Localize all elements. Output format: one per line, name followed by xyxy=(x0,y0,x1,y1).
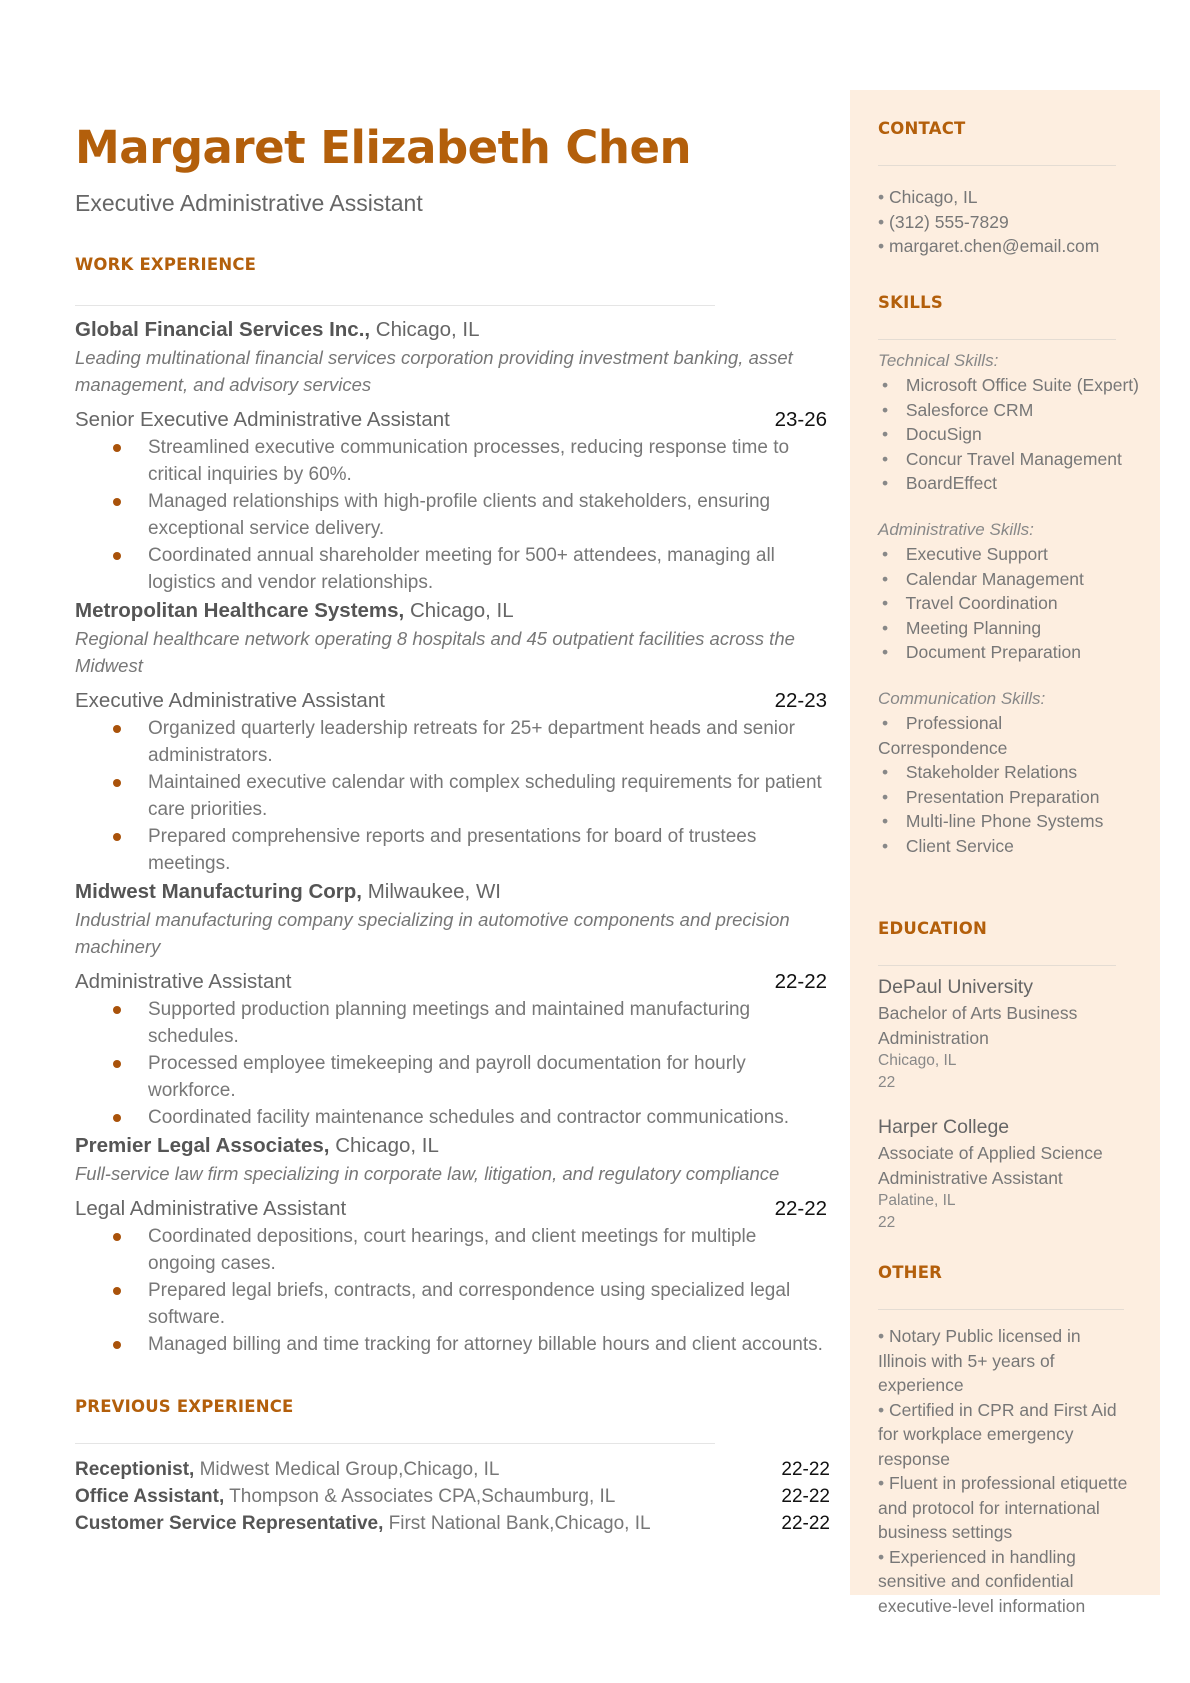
contact-email-text[interactable]: margaret.chen@email.com xyxy=(889,236,1100,256)
bullet-icon: • xyxy=(882,811,889,831)
section-divider xyxy=(75,305,715,306)
role-dates: 23-26 xyxy=(774,408,827,431)
bullet-icon: • xyxy=(878,236,885,256)
company-line xyxy=(75,316,827,344)
other-text: Experienced in handling sensitive and confidential executive-level information xyxy=(878,1546,1086,1616)
contact-email[interactable] xyxy=(878,234,1168,259)
skill-text: Document Preparation xyxy=(905,642,1081,662)
candidate-title: Executive Administrative Assistant xyxy=(75,190,423,216)
role-row xyxy=(75,1195,827,1223)
achievement-list xyxy=(75,715,827,877)
skill-item xyxy=(878,447,1168,472)
bullet-icon: • xyxy=(878,1473,885,1493)
company-line xyxy=(75,878,827,906)
bullet-icon: • xyxy=(882,568,889,589)
school-location: Palatine, IL xyxy=(878,1192,956,1209)
job-entry xyxy=(75,1132,827,1358)
achievement-item: Processed employee timekeeping and payroll documentation for hourly workforce. xyxy=(148,1050,827,1104)
contact-location-text: Chicago, IL xyxy=(889,187,978,207)
other-list xyxy=(878,1324,1128,1618)
previous-org: Midwest Medical Group,Chicago, IL xyxy=(199,1459,500,1480)
bullet-icon: • xyxy=(882,544,889,564)
skill-item xyxy=(878,809,1168,834)
contact-list xyxy=(878,185,1168,259)
bullet-icon: • xyxy=(882,399,889,420)
contact-location xyxy=(878,185,1168,210)
work-experience-heading: WORK EXPERIENCE xyxy=(75,255,257,274)
achievement-item: Streamlined executive communication processes, reducing response time to critical inquiries by 60%. xyxy=(148,434,827,488)
bullet-icon: • xyxy=(882,424,889,444)
school-location: Chicago, IL xyxy=(878,1052,957,1069)
sidebar xyxy=(878,118,1168,1618)
achievement-item: Maintained executive calendar with complex scheduling requirements for patient care priorities. xyxy=(148,769,827,823)
achievement-item: Supported production planning meetings and maintained manufacturing schedules. xyxy=(148,996,827,1050)
skill-item xyxy=(878,785,1168,810)
role-row xyxy=(75,968,827,996)
skill-text: Client Service xyxy=(905,835,1014,856)
skill-item xyxy=(878,711,1108,760)
bullet-icon: • xyxy=(882,375,889,395)
bullet-icon: • xyxy=(882,593,889,613)
skill-item xyxy=(878,373,1168,398)
achievement-item: Coordinated facility maintenance schedules and contractor communications. xyxy=(148,1104,827,1131)
skill-item xyxy=(878,640,1168,665)
achievement-list xyxy=(75,434,827,596)
other-text: Certified in CPR and First Aid for workplace emergency response xyxy=(878,1399,1117,1469)
bullet-icon: • xyxy=(882,835,889,856)
company-description: Full-service law firm specializing in corporate law, litigation, and regulatory compliance xyxy=(75,1163,780,1184)
achievement-item: Organized quarterly leadership retreats for 25+ department heads and senior administrators. xyxy=(148,715,827,769)
achievement-item: Coordinated depositions, court hearings, and client meetings for multiple ongoing cases. xyxy=(148,1223,827,1277)
skill-text: Salesforce CRM xyxy=(905,399,1034,420)
skill-text: Multi-line Phone Systems xyxy=(905,811,1104,831)
skill-group xyxy=(878,518,1168,665)
role-title: Senior Executive Administrative Assistant xyxy=(75,408,450,431)
previous-dates: 22-22 xyxy=(781,1486,830,1507)
other-item xyxy=(878,1471,1128,1545)
bullet-icon: • xyxy=(882,473,889,493)
degree: Associate of Applied Science Administrative Assistant xyxy=(878,1143,1103,1188)
bullet-icon: • xyxy=(882,617,889,638)
skill-text: Stakeholder Relations xyxy=(905,762,1078,782)
education-heading: EDUCATION xyxy=(878,919,987,938)
role-row xyxy=(75,687,827,715)
bullet-icon: • xyxy=(878,211,885,232)
role-title: Administrative Assistant xyxy=(75,970,292,993)
skill-text: Calendar Management xyxy=(905,568,1084,589)
skill-item xyxy=(878,834,1168,859)
bullet-icon: • xyxy=(878,187,885,207)
section-divider xyxy=(878,965,1116,966)
previous-role: Customer Service Representative, xyxy=(75,1513,384,1534)
previous-org: First National Bank,Chicago, IL xyxy=(388,1513,651,1534)
company-name: Metropolitan Healthcare Systems, xyxy=(75,599,405,622)
skill-item xyxy=(878,398,1168,423)
company-location: Chicago, IL xyxy=(375,318,480,341)
skill-text: DocuSign xyxy=(905,424,982,444)
role-row xyxy=(75,406,827,434)
previous-experience-list xyxy=(75,1456,830,1537)
company-name: Midwest Manufacturing Corp, xyxy=(75,880,362,903)
previous-job-row xyxy=(75,1483,830,1510)
skill-text: Presentation Preparation xyxy=(905,786,1100,807)
skill-item xyxy=(878,616,1168,641)
company-line xyxy=(75,597,827,625)
bullet-icon: • xyxy=(878,1326,885,1346)
graduation-year: 22 xyxy=(878,1074,896,1091)
company-location: Chicago, IL xyxy=(335,1134,439,1157)
company-description: Industrial manufacturing company specializing in automotive components and precision machinery xyxy=(75,909,790,957)
skill-group xyxy=(878,349,1168,496)
candidate-name: Margaret Elizabeth Chen xyxy=(75,121,692,174)
role-title: Legal Administrative Assistant xyxy=(75,1197,347,1220)
contact-heading: CONTACT xyxy=(878,119,966,138)
other-item xyxy=(878,1398,1128,1472)
education-entry xyxy=(878,974,1118,1094)
graduation-year: 22 xyxy=(878,1214,896,1231)
bullet-icon: • xyxy=(882,786,889,807)
work-experience-list xyxy=(75,316,827,1358)
job-entry xyxy=(75,316,827,596)
education-entry xyxy=(878,1114,1118,1234)
bullet-icon: • xyxy=(878,1399,885,1420)
skill-text: Professional Correspondence xyxy=(878,713,1008,758)
previous-job-row xyxy=(75,1510,830,1537)
company-line xyxy=(75,1132,827,1160)
skill-text: Meeting Planning xyxy=(905,617,1042,638)
skill-group-heading: Technical Skills: xyxy=(878,350,999,370)
skill-item xyxy=(878,591,1168,616)
bullet-icon: • xyxy=(882,642,889,662)
skill-group-heading: Administrative Skills: xyxy=(878,519,1034,539)
skill-text: Travel Coordination xyxy=(905,593,1058,613)
bullet-icon: • xyxy=(882,448,889,469)
previous-experience-heading: PREVIOUS EXPERIENCE xyxy=(75,1397,294,1416)
other-text: Fluent in professional etiquette and protocol for international business settings xyxy=(878,1473,1128,1542)
school-name: Harper College xyxy=(878,1116,1010,1138)
bullet-icon: • xyxy=(882,713,889,733)
company-name: Premier Legal Associates, xyxy=(75,1134,330,1157)
skill-text: Executive Support xyxy=(905,544,1048,564)
skill-item xyxy=(878,567,1168,592)
contact-phone[interactable] xyxy=(878,210,1168,235)
previous-dates: 22-22 xyxy=(781,1513,830,1534)
contact-phone-text[interactable]: (312) 555-7829 xyxy=(889,211,1009,232)
skill-item xyxy=(878,422,1168,447)
skill-text: Concur Travel Management xyxy=(905,448,1122,469)
section-divider xyxy=(878,165,1116,166)
company-name: Global Financial Services Inc., xyxy=(75,318,371,341)
skill-text: Microsoft Office Suite (Expert) xyxy=(905,375,1139,395)
company-description: Leading multinational financial services corporation providing investment banking, asset management, and advisory services xyxy=(75,347,793,395)
company-location: Milwaukee, WI xyxy=(367,880,501,903)
degree: Bachelor of Arts Business Administration xyxy=(878,1003,1078,1048)
school-name: DePaul University xyxy=(878,976,1033,998)
role-dates: 22-22 xyxy=(774,1197,827,1220)
previous-dates: 22-22 xyxy=(781,1459,830,1480)
skill-item xyxy=(878,471,1168,496)
achievement-list xyxy=(75,1223,827,1358)
skill-item xyxy=(878,760,1168,785)
role-title: Executive Administrative Assistant xyxy=(75,689,385,712)
main-column xyxy=(75,118,830,1537)
role-dates: 22-22 xyxy=(774,970,827,993)
achievement-item: Managed relationships with high-profile clients and stakeholders, ensuring exceptional service delivery. xyxy=(148,488,827,542)
achievement-item: Coordinated annual shareholder meeting for 500+ attendees, managing all logistics and vendor relationships. xyxy=(148,542,827,596)
achievement-list xyxy=(75,996,827,1131)
role-dates: 22-23 xyxy=(774,689,827,712)
section-divider xyxy=(878,339,1116,340)
achievement-item: Prepared comprehensive reports and presentations for board of trustees meetings. xyxy=(148,823,827,877)
skill-group-heading: Communication Skills: xyxy=(878,688,1046,708)
section-divider xyxy=(75,1443,715,1444)
skills-heading: SKILLS xyxy=(878,292,943,312)
other-text: Notary Public licensed in Illinois with 5+ years of experience xyxy=(878,1326,1081,1395)
previous-job-row xyxy=(75,1456,830,1483)
job-entry xyxy=(75,878,827,1131)
achievement-item: Managed billing and time tracking for attorney billable hours and client accounts. xyxy=(148,1331,827,1358)
skill-group xyxy=(878,687,1168,859)
previous-role: Office Assistant, xyxy=(75,1486,225,1507)
other-heading: OTHER xyxy=(878,1263,943,1282)
skill-item xyxy=(878,542,1168,567)
section-divider xyxy=(878,1309,1124,1310)
company-description: Regional healthcare network operating 8 hospitals and 45 outpatient facilities across the Midwest xyxy=(75,628,795,676)
previous-org: Thompson & Associates CPA,Schaumburg, IL xyxy=(229,1486,616,1507)
bullet-icon: • xyxy=(882,762,889,782)
skill-text: BoardEffect xyxy=(905,473,997,493)
job-entry xyxy=(75,597,827,877)
bullet-icon: • xyxy=(878,1546,885,1567)
achievement-item: Prepared legal briefs, contracts, and correspondence using specialized legal software. xyxy=(148,1277,827,1331)
previous-role: Receptionist, xyxy=(75,1459,195,1480)
company-location: Chicago, IL xyxy=(409,599,514,622)
other-item xyxy=(878,1545,1128,1619)
other-item xyxy=(878,1324,1128,1398)
